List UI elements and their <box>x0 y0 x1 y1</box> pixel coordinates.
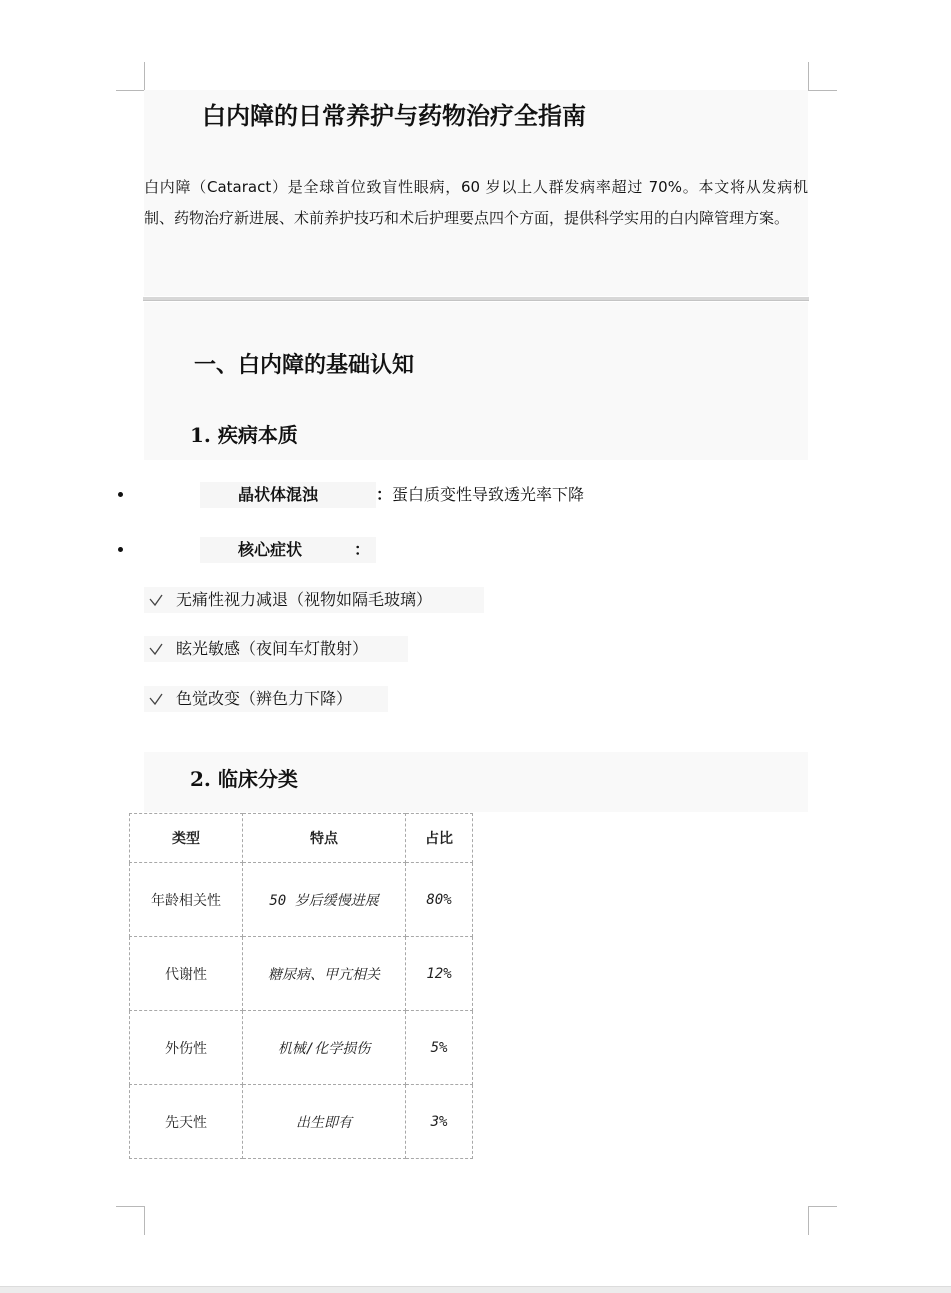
symptom-text[interactable]: 眩光敏感（夜间车灯散射） <box>176 639 369 658</box>
crop-mark-bottom-left <box>116 1206 145 1235</box>
section-classification <box>144 752 808 812</box>
table-row <box>130 1085 473 1159</box>
table-cell-feature[interactable]: 50 岁后缓慢进展 <box>243 863 406 937</box>
column-header-type[interactable]: 类型 <box>130 814 243 863</box>
symptom-item <box>144 636 408 662</box>
bullet-icon <box>118 547 123 552</box>
intro-paragraph[interactable]: 白内障（Cataract）是全球首位致盲性眼病，60 岁以上人群发病率超过 70%。本文将从发病机制、药物治疗新进展、术前养护技巧和术后护理要点四个方面，提供科学实用的白内障管理方案。 <box>144 178 808 227</box>
bullet-term[interactable]: 晶状体混浊 <box>238 485 319 504</box>
bullet-icon <box>118 492 123 497</box>
check-icon <box>148 591 164 609</box>
subheading-disease-nature[interactable]: 1. 疾病本质 <box>190 423 298 447</box>
table-cell-feature[interactable]: 糖尿病、甲亢相关 <box>243 937 406 1011</box>
symptom-text[interactable]: 无痛性视力减退（视物如隔毛玻璃） <box>176 590 433 609</box>
table-cell-type[interactable]: 年龄相关性 <box>130 863 243 937</box>
crop-mark-bottom-right <box>808 1206 837 1235</box>
table-cell-type[interactable]: 先天性 <box>130 1085 243 1159</box>
table-cell-type[interactable]: 代谢性 <box>130 937 243 1011</box>
table-cell-ratio[interactable]: 12% <box>406 937 473 1011</box>
section-basic-knowledge <box>144 302 808 460</box>
table-row <box>130 863 473 937</box>
table-cell-ratio[interactable]: 80% <box>406 863 473 937</box>
column-header-feature[interactable]: 特点 <box>243 814 406 863</box>
check-icon <box>148 690 164 708</box>
table-cell-type[interactable]: 外伤性 <box>130 1011 243 1085</box>
bullet-description[interactable]: 蛋白质变性导致透光率下降 <box>392 485 585 504</box>
document-title[interactable]: 白内障的日常养护与药物治疗全指南 <box>202 101 586 130</box>
symptom-text[interactable]: 色觉改变（辨色力下降） <box>176 689 353 708</box>
column-header-ratio[interactable]: 占比 <box>406 814 473 863</box>
table-cell-ratio[interactable]: 3% <box>406 1085 473 1159</box>
symptom-item <box>144 587 484 613</box>
table-cell-ratio[interactable]: 5% <box>406 1011 473 1085</box>
crop-mark-top-right <box>808 62 837 91</box>
table-cell-feature[interactable]: 出生即有 <box>243 1085 406 1159</box>
table-cell-feature[interactable]: 机械/化学损伤 <box>243 1011 406 1085</box>
subheading-classification[interactable]: 2. 临床分类 <box>190 767 298 791</box>
bullet-term[interactable]: 核心症状 <box>238 540 303 559</box>
horizontal-divider <box>143 297 809 301</box>
bullet-colon: ： <box>376 485 393 504</box>
bullet-item-core-symptoms <box>116 535 816 565</box>
crop-mark-top-left <box>116 62 145 91</box>
check-icon <box>148 640 164 658</box>
symptom-item <box>144 686 388 712</box>
table-header-row <box>130 814 473 863</box>
classification-table <box>129 813 473 1159</box>
table-row <box>130 937 473 1011</box>
table-row <box>130 1011 473 1085</box>
bullet-item-lens-opacity <box>116 480 816 510</box>
section-heading[interactable]: 一、白内障的基础认知 <box>194 352 415 378</box>
bullet-colon: ： <box>354 540 371 559</box>
intro-block <box>144 90 808 296</box>
